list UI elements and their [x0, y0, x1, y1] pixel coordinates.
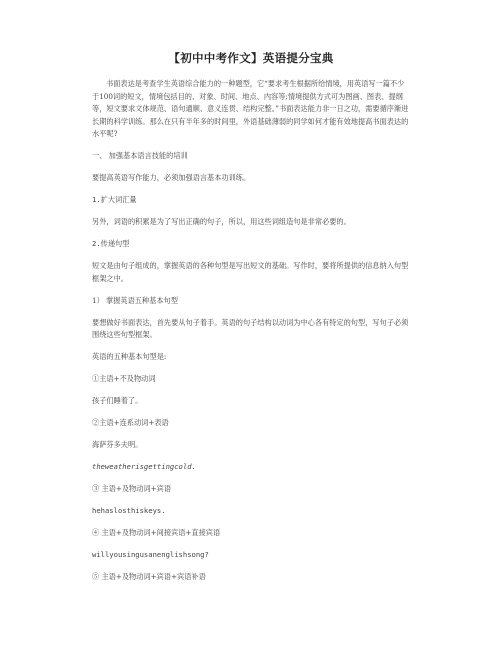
intro-paragraph: 书面表达是考查学生英语综合能力的一种题型，它“要求考生根据所给情境，用英语写一篇不少于100词的短文，情境包括目的、对象、时间、地点、内容等;情境提供方式可为图画、图表、提纲等，短文要求文体规范、语句通顺、意义连贯、结构完整。”书面表达能力非一日之功，需要循序渐进长期的科学训练。那么在只有半年多的时间里，外语基础薄弱的同学如何才能有效地提高书面表达的水平呢?	[92, 79, 409, 138]
list-item: ⑤ 主语+及物动词+宾语+宾语补语	[92, 572, 206, 581]
paragraph: 要提高英语写作能力，必须加强语言基本功训练。	[92, 173, 251, 182]
paragraph: 英语的五种基本句型是:	[92, 352, 167, 361]
subheading: 1.扩大词汇量	[92, 195, 137, 204]
list-item: ③ 主语+及物动词+宾语	[92, 484, 172, 493]
example-sentence: hehaslosthiskeys.	[92, 506, 166, 515]
paragraph: 要想做好书面表达，首先要从句子着手。英语的句子结构以动词为中心各有特定的句型，写句子必须围绕这些句型框架。	[92, 317, 409, 339]
example-sentence: 海萨芬多夫明。	[92, 440, 143, 449]
paragraph: 短文是由句子组成的，掌握英语的各种句型是写出短文的基础。写作时，要将所提供的信息纳入句型框架之中。	[92, 261, 409, 283]
list-item: ②主语+连系动词+表语	[92, 418, 169, 427]
example-sentence: 孩子们睡着了。	[92, 396, 143, 405]
document-body	[92, 78, 410, 593]
paragraph: 另外，词语的积累是为了写出正确的句子，所以，用这些词组造句是非常必要的。	[92, 217, 351, 226]
subheading: 1） 掌握英语五种基本句型	[92, 295, 178, 305]
example-sentence: theweatherisgettingcold.	[92, 462, 196, 471]
section-heading: 一、 加强基本语言技能的培训	[92, 151, 188, 160]
list-item: ④ 主语+及物动词+间接宾语+直接宾语	[92, 528, 221, 537]
example-sentence: willyousingusanenglishsong?	[92, 550, 209, 559]
list-item: ①主语+不及物动词	[92, 374, 156, 383]
subheading: 2.传递句型	[92, 239, 130, 248]
document-title: 【初中中考作文】英语提分宝典	[168, 51, 334, 65]
